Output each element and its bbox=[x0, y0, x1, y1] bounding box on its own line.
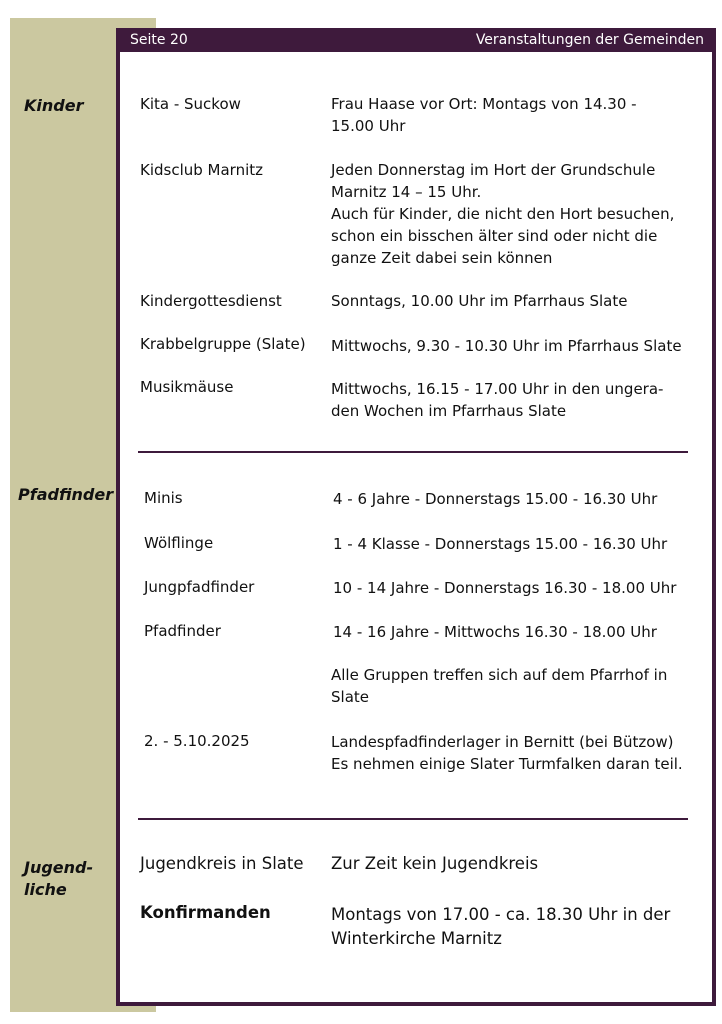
item-desc-musikmaeuse: Mittwochs, 16.15 - 17.00 Uhr in den ungera- den Wochen im Pfarrhaus Slate bbox=[331, 380, 664, 420]
item-desc-konfirmanden: Montags von 17.00 - ca. 18.30 Uhr in der Winterkirche Marnitz bbox=[331, 905, 671, 948]
item-label-minis: Minis bbox=[144, 489, 183, 507]
item-desc-kindergottesdienst: Sonntags, 10.00 Uhr im Pfarrhaus Slate bbox=[331, 292, 628, 310]
item-desc-jugendkreis: Zur Zeit kein Jugendkreis bbox=[331, 854, 539, 873]
item-label-kidsclub: Kidsclub Marnitz bbox=[140, 161, 264, 179]
page-number: Seite 20 bbox=[130, 32, 188, 48]
item-label-kindergottesdienst: Kindergottesdienst bbox=[140, 292, 282, 310]
item-label-lager-datum: 2. - 5.10.2025 bbox=[144, 732, 250, 750]
section-label-kinder: Kinder bbox=[24, 96, 84, 115]
item-desc-kidsclub: Jeden Donnerstag im Hort der Grundschule Marnitz 14 – 15 Uhr. Auch für Kinder, die nicht den Hort besuchen, schon ein bisschen älter sind oder nicht die ganze Zeit dabei sein können bbox=[331, 161, 675, 267]
item-label-krabbelgruppe: Krabbelgruppe (Slate) bbox=[140, 335, 306, 353]
item-label-woelflinge: Wölflinge bbox=[144, 534, 214, 552]
item-desc-alle-gruppen: Alle Gruppen treffen sich auf dem Pfarrhof in Slate bbox=[331, 666, 668, 706]
item-label-pfadfinder: Pfadfinder bbox=[144, 622, 221, 640]
section-label-pfadfinder: Pfadfinder bbox=[18, 485, 114, 504]
item-label-jugendkreis: Jugendkreis in Slate bbox=[140, 854, 304, 873]
item-label-kita: Kita - Suckow bbox=[140, 95, 241, 113]
item-label-musikmaeuse: Musikmäuse bbox=[140, 378, 234, 396]
item-desc-jungpfadfinder: 10 - 14 Jahre - Donnerstags 16.30 - 18.00 Uhr bbox=[333, 579, 677, 597]
section-label-jugendliche: Jugend- liche bbox=[24, 858, 94, 899]
item-desc-minis: 4 - 6 Jahre - Donnerstags 15.00 - 16.30 Uhr bbox=[333, 490, 658, 508]
item-desc-lager: Landespfadfinderlager in Bernitt (bei Bützow) Es nehmen einige Slater Turmfalken daran teil. bbox=[331, 733, 683, 773]
item-desc-krabbelgruppe: Mittwochs, 9.30 - 10.30 Uhr im Pfarrhaus Slate bbox=[331, 337, 682, 355]
item-desc-woelflinge: 1 - 4 Klasse - Donnerstags 15.00 - 16.30 Uhr bbox=[333, 535, 668, 553]
item-label-jungpfadfinder: Jungpfadfinder bbox=[144, 578, 255, 596]
divider bbox=[138, 818, 688, 820]
header-bar bbox=[120, 28, 712, 52]
item-desc-pfadfinder: 14 - 16 Jahre - Mittwochs 16.30 - 18.00 Uhr bbox=[333, 623, 657, 641]
item-label-konfirmanden: Konfirmanden bbox=[140, 903, 271, 922]
divider bbox=[138, 451, 688, 453]
header-title: Veranstaltungen der Gemeinden bbox=[475, 32, 704, 48]
item-desc-kita: Frau Haase vor Ort: Montags von 14.30 - 15.00 Uhr bbox=[331, 95, 637, 135]
